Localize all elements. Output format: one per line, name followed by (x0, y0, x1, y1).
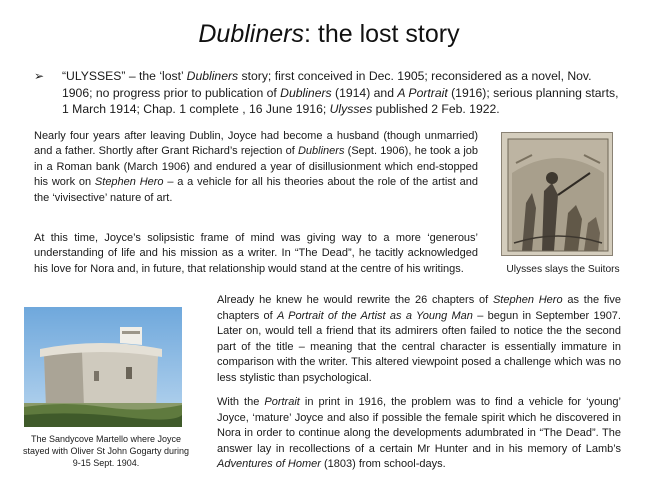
paragraph-stephen-hero (217, 293, 621, 386)
italic-title-text: Adventures of Homer (217, 458, 321, 470)
text-segment: With the (217, 396, 265, 408)
italic-title-text: Dubliners (186, 69, 239, 83)
timeline-bullet (34, 68, 624, 118)
text-segment: published 2 Feb. 1922. (372, 102, 500, 116)
italic-title-text: Stephen Hero (492, 294, 563, 306)
italic-title-text: Stephen Hero (94, 176, 164, 189)
text-segment: (1803) from school-days. (320, 458, 446, 470)
italic-title-text: Dubliners (280, 85, 332, 100)
text-segment: (1916); serious planning starts, 1 March 1914; Chap. 1 complete , 16 June 1916; (62, 85, 619, 116)
paragraph-the-dead (34, 231, 478, 277)
timeline-text (34, 68, 624, 118)
text-segment: Already he knew he would rewrite the 26 chapters of (217, 294, 493, 306)
italic-title-text: Ulysses (329, 102, 373, 116)
text-segment: Nearly four years after leaving Dublin, Joyce had become a husband (though unmarried) and a father. Shortly after Grant Richard’s rejection of (34, 130, 478, 158)
title-italic: Dubliners (198, 20, 304, 48)
caption-suitors: Ulysses slays the Suitors (506, 264, 620, 275)
italic-title-text: Portrait (264, 396, 300, 408)
paragraph-portrait-print (217, 395, 621, 473)
title-rest: : the lost story (303, 20, 460, 48)
text-segment: At this time, Joyce’s solipsistic frame of mind was giving way to a more ‘generous’ understanding of life and his mission as a writer. In “The Dead”, he tacitly acknowledged his love for Nora and, in future, that relationship would stand at the centre of his writings. (34, 232, 478, 275)
italic-title-text: A Portrait of the Artist as a Young Man (276, 309, 473, 322)
text-segment: (1914) and (331, 85, 398, 100)
ulysses-suitors-engraving (501, 132, 613, 256)
italic-title-text: A Portrait (397, 85, 448, 100)
paragraph-rome (34, 129, 478, 206)
martello-tower-photo (24, 307, 182, 427)
text-segment: – begun in September 1907. Later on, would tell a friend that its admirers often failed to notice the the second part of the title – meaning that the central character is essentially immature in comparison with the writer. This altered viewpoint posed a challenge which was no less stylistic than psychological. (217, 309, 621, 384)
text-segment: – a a vehicle for all his theories about the role of the artist and the ‘vivisective’ nature of art. (34, 176, 478, 204)
text-segment: as the five chapters of (217, 294, 621, 322)
text-segment: in print in 1916, the problem was to find a vehicle for ‘young’ Joyce, ‘mature’ Joyce and also if possible the female spirit which he discovered in Nora in order to continue along the developments adumbrated in “The Dead”. The answer lay in recollections of a certain Mr Hunter and in his memory of Lamb’s (217, 396, 621, 455)
caption-tower: The Sandycove Martello where Joyce stayed with Oliver St John Gogarty during 9-15 Sept. 1904. (22, 434, 190, 468)
text-segment: “ULYSSES” – the ‘lost’ (62, 69, 187, 83)
text-segment: story; first conceived in Dec. 1905; reconsidered as a novel, Nov. 1906; no progress prior to publication of (62, 69, 592, 100)
page-title (0, 20, 658, 49)
text-segment: (Sept. 1906), he took a job in a Roman bank (March 1906) and endured a year of disillusionment which end-stopped his work on (34, 145, 478, 189)
arrow-bullet-icon: ➢ (34, 69, 45, 83)
italic-title-text: Dubliners (297, 145, 345, 158)
